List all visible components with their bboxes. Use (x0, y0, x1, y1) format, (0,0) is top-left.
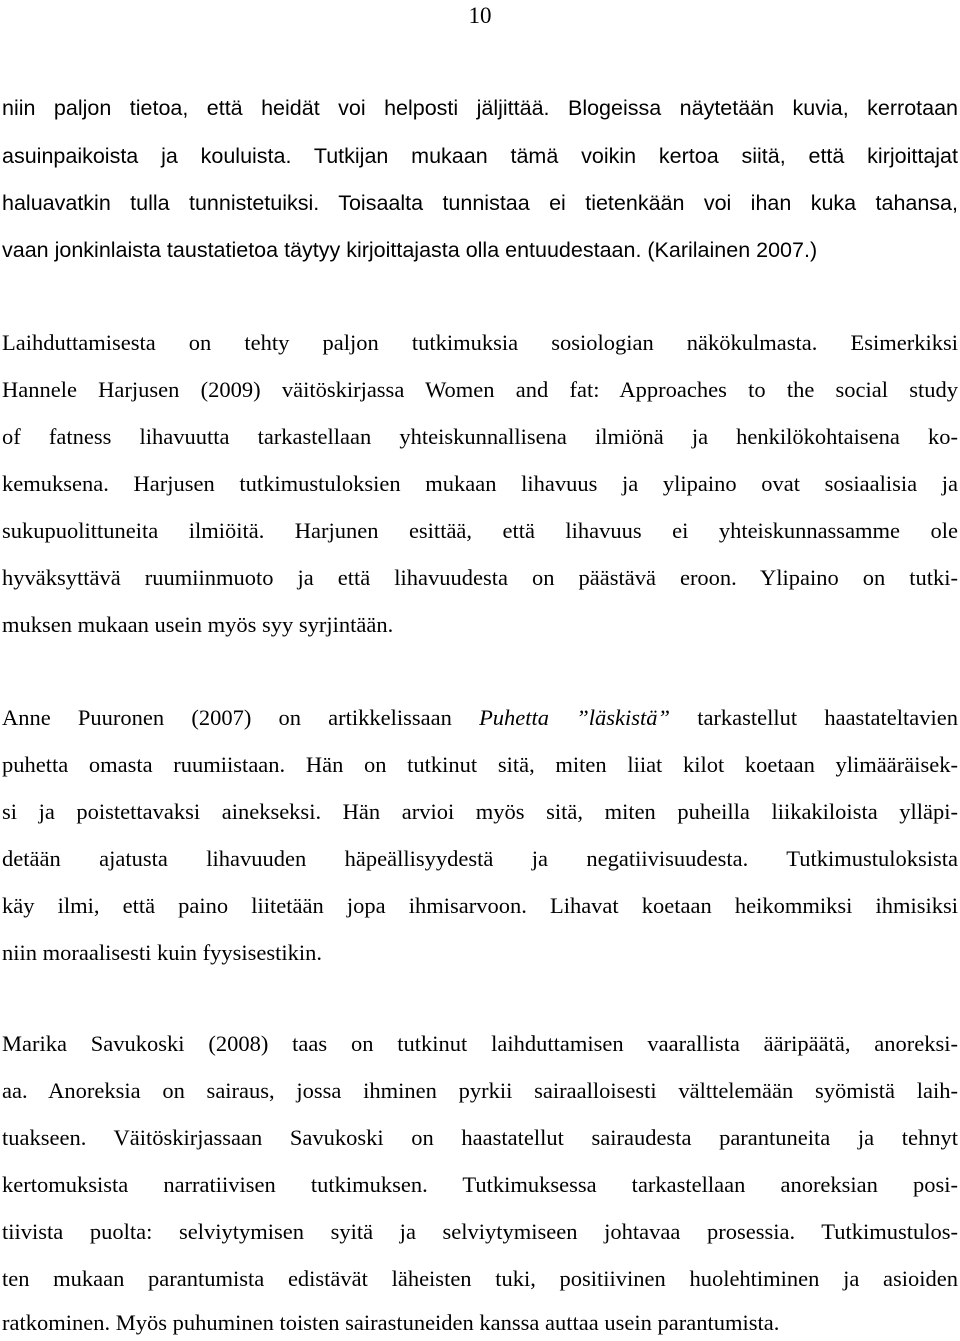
text-line: asuinpaikoista ja kouluista. Tutkijan mukaan tämä voikin kertoa siitä, että kirjoittajat (2, 144, 958, 168)
text-line: haluavatkin tulla tunnistetuiksi. Toisaalta tunnistaa ei tietenkään voi ihan kuka tahansa, (2, 191, 958, 215)
text-line: kemuksena. Harjusen tutkimustuloksien mukaan lihavuus ja ylipaino ovat sosiaalisia ja (2, 471, 958, 496)
text-span: Anne Puuronen (2007) on artikkelissaan (2, 705, 480, 730)
text-line: muksen mukaan usein myös syy syrjintään. (2, 612, 394, 637)
text-line: detään ajatusta lihavuuden häpeällisyydestä ja negatiivisuudesta. Tutkimustuloksista (2, 846, 958, 871)
text-line: tuakseen. Väitöskirjassaan Savukoski on haastatellut sairaudesta parantuneita ja tehnyt (2, 1125, 958, 1150)
text-line: niin paljon tietoa, että heidät voi helposti jäljittää. Blogeissa näytetään kuvia, kerrotaan (2, 96, 958, 120)
text-line: ten mukaan parantumista edistävät läheisten tuki, positiivinen huolehtiminen ja asioiden (2, 1266, 958, 1291)
text-line: puhetta omasta ruumiistaan. Hän on tutkinut sitä, miten liiat kilot koetaan ylimääräisek- (2, 752, 958, 777)
text-line: Marika Savukoski (2008) taas on tutkinut laihduttamisen vaarallista ääripäätä, anoreksi- (2, 1031, 958, 1056)
text-line: hyväksyttävä ruumiinmuoto ja että lihavuudesta on päästävä eroon. Ylipaino on tutki- (2, 565, 958, 590)
page-number: 10 (468, 3, 492, 28)
text-line: kertomuksista narratiivisen tutkimuksen. Tutkimuksessa tarkastellaan anoreksian posi- (2, 1172, 958, 1197)
text-line (2, 703, 958, 733)
text-line: Hannele Harjusen (2009) väitöskirjassa Women and fat: Approaches to the social study (2, 377, 958, 402)
text-line: aa. Anoreksia on sairaus, jossa ihminen pyrkii sairaalloisesti välttelemään syömistä laih- (2, 1078, 958, 1103)
text-line: vaan jonkinlaista taustatietoa täytyy kirjoittajasta olla entuudestaan. (Karilainen 2007.) (2, 238, 818, 262)
text-line: käy ilmi, että paino liitetään jopa ihmisarvoon. Lihavat koetaan heikommiksi ihmisiksi (2, 893, 958, 918)
text-line: Laihduttamisesta on tehty paljon tutkimuksia sosiologian näkökulmasta. Esimerkiksi (2, 330, 958, 355)
text-span: tarkastellut haastateltavien (670, 705, 958, 730)
text-line: ratkominen. Myös puhuminen toisten sairastuneiden kanssa auttaa usein parantumista. (2, 1310, 780, 1335)
article-title: Puhetta ”läskistä” (479, 705, 671, 730)
text-line: niin moraalisesti kuin fyysisestikin. (2, 940, 322, 965)
text-line: tiivista puolta: selviytymisen syitä ja selviytymiseen johtavaa prosessia. Tutkimustulos- (2, 1219, 958, 1244)
text-line: sukupuolittuneita ilmiöitä. Harjunen esittää, että lihavuus ei yhteiskunnassamme ole (2, 518, 958, 543)
text-line: of fatness lihavuutta tarkastellaan yhteiskunnallisena ilmiönä ja henkilökohtaisena ko- (2, 424, 958, 449)
text-line: si ja poistettavaksi ainekseksi. Hän arvioi myös sitä, miten puheilla liikakiloista ylläpi- (2, 799, 958, 824)
